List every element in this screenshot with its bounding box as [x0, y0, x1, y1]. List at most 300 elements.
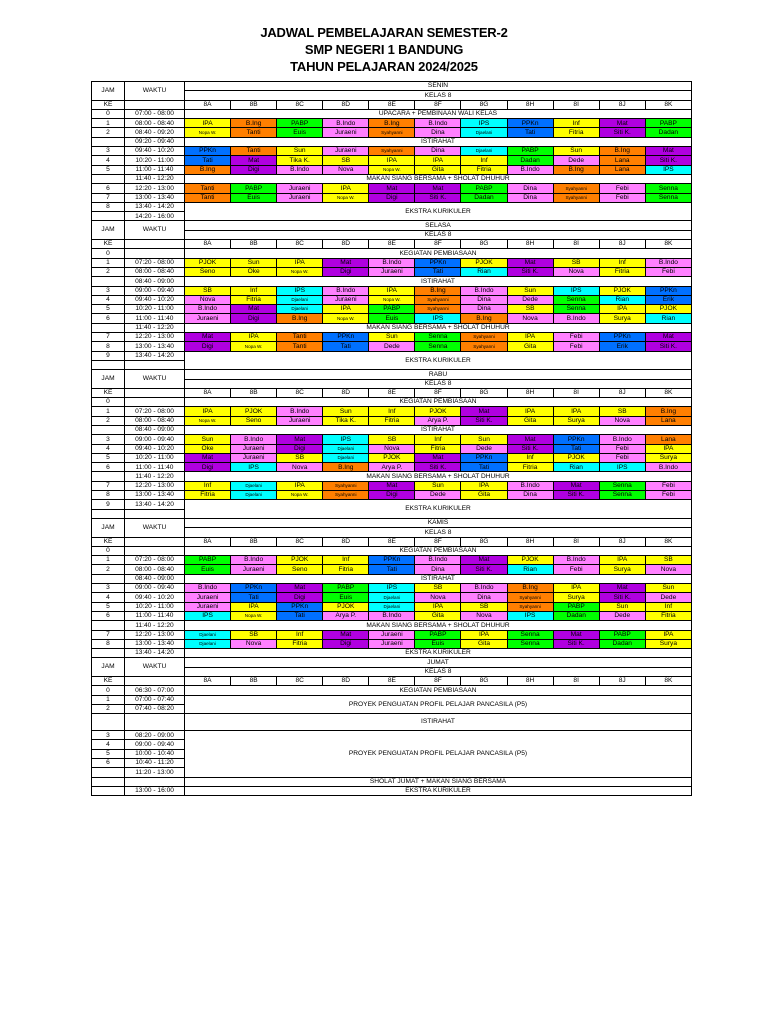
class-header: 8D [323, 240, 369, 249]
subject-cell: B.Ing [323, 463, 369, 472]
subject-cell: PPKn [599, 333, 645, 342]
ke-label: KE [92, 100, 125, 109]
schedule-row [92, 398, 692, 407]
subject-cell: B.Indo [553, 314, 599, 323]
subject-cell: Sun [415, 481, 461, 490]
class-header: 8G [461, 388, 507, 397]
subject-cell: Nova [645, 565, 691, 574]
subject-cell: Dina [415, 147, 461, 156]
ke-label: KE [92, 388, 125, 397]
time-slot: 09:20 - 09:40 [125, 137, 185, 146]
subject-cell: Siti K. [507, 267, 553, 276]
subject-cell: Dede [507, 295, 553, 304]
class-header: 8E [369, 100, 415, 109]
period-number: 1 [92, 556, 125, 565]
subject-cell: B.Ing [553, 165, 599, 174]
time-slot: 10:20 - 11:00 [125, 305, 185, 314]
waktu-blank [125, 388, 185, 397]
class-header-row [92, 537, 692, 546]
subject-cell: PABP [553, 602, 599, 611]
subject-cell: Sun [599, 602, 645, 611]
subject-cell: IPA [369, 156, 415, 165]
time-slot: 12:20 - 13:00 [125, 481, 185, 490]
subject-cell: Surya [553, 593, 599, 602]
subject-cell: Juraeni [231, 453, 277, 462]
time-slot: 11:00 - 11:40 [125, 611, 185, 620]
subject-cell: PPKn [185, 147, 231, 156]
subject-cell: SB [323, 156, 369, 165]
subject-cell: Arya P. [323, 611, 369, 620]
subject-cell: Surya [645, 453, 691, 462]
subject-cell: PJOK [185, 258, 231, 267]
subject-cell: Rian [645, 314, 691, 323]
period-number [92, 714, 125, 731]
subject-cell: Mat [231, 305, 277, 314]
period-number: 1 [92, 258, 125, 267]
period-number: 6 [92, 759, 125, 768]
subject-cell: Seno [185, 267, 231, 276]
period-number: 2 [92, 416, 125, 425]
subject-cell: Dede [599, 611, 645, 620]
subject-cell: Inf [461, 156, 507, 165]
subject-cell: Sun [645, 584, 691, 593]
schedule-row [92, 593, 692, 602]
class-header: 8D [323, 388, 369, 397]
schedule-row [92, 611, 692, 620]
document-title [0, 24, 768, 75]
subject-cell: PABP [185, 556, 231, 565]
subject-cell: Inf [277, 630, 323, 639]
schedule-row [92, 305, 692, 314]
kelas-label: KELAS 8 [185, 230, 692, 239]
subject-cell: PJOK [231, 407, 277, 416]
subject-cell: PPKn [507, 119, 553, 128]
subject-cell: Digi [185, 342, 231, 351]
subject-cell: Siti K. [415, 463, 461, 472]
subject-cell: Sun [277, 147, 323, 156]
period-number: 2 [92, 128, 125, 137]
subject-cell: Seno [277, 565, 323, 574]
subject-cell: IPA [645, 630, 691, 639]
subject-cell: Senna [507, 630, 553, 639]
subject-cell: SB [461, 602, 507, 611]
period-number: 3 [92, 731, 125, 740]
activity-cell: MAKAN SIANG BERSAMA + SHOLAT DHUHUR [185, 621, 692, 630]
activity-cell: SHOLAT JUMAT + MAKAN SIANG BERSAMA [185, 777, 692, 786]
waktu-blank [125, 537, 185, 546]
subject-cell: B.Indo [323, 286, 369, 295]
subject-cell: IPA [553, 584, 599, 593]
subject-cell: Euis [415, 639, 461, 648]
period-number: 8 [92, 491, 125, 500]
subject-cell: Mat [553, 630, 599, 639]
time-slot: 10:00 - 10:40 [125, 749, 185, 758]
schedule-row [92, 323, 692, 332]
period-number: 5 [92, 453, 125, 462]
activity-cell: MAKAN SIANG BERSAMA + SHOLAT DHUHUR [185, 323, 692, 332]
subject-cell: Tanti [231, 128, 277, 137]
subject-cell: Juraeni [185, 314, 231, 323]
subject-cell: Djaelani [185, 630, 231, 639]
day-header-row [92, 221, 692, 230]
subject-cell: Gita [507, 342, 553, 351]
schedule-row [92, 137, 692, 146]
class-header: 8C [277, 100, 323, 109]
subject-cell: Erik [599, 342, 645, 351]
jam-label: JAM [92, 518, 125, 537]
subject-cell: Sun [553, 147, 599, 156]
subject-cell: IPS [645, 165, 691, 174]
day-name: JUMAT [185, 658, 692, 667]
subject-cell: PPKn [231, 584, 277, 593]
subject-cell: Juraeni [277, 184, 323, 193]
class-header: 8B [231, 100, 277, 109]
subject-cell: Euis [277, 128, 323, 137]
period-number: 8 [92, 202, 125, 211]
period-number: 5 [92, 305, 125, 314]
period-number: 0 [92, 249, 125, 258]
subject-cell: IPA [185, 119, 231, 128]
schedule-row [92, 500, 692, 509]
period-number [92, 509, 125, 518]
subject-cell: Fitria [599, 267, 645, 276]
time-slot: 13:40 - 14:20 [125, 202, 185, 211]
subject-cell: Sun [369, 333, 415, 342]
subject-cell: SB [415, 584, 461, 593]
period-number: 2 [92, 565, 125, 574]
subject-cell: Tanti [277, 333, 323, 342]
subject-cell: Digi [231, 314, 277, 323]
subject-cell: Euis [231, 193, 277, 202]
subject-cell: Febi [645, 481, 691, 490]
class-header-row [92, 240, 692, 249]
subject-cell: Tati [369, 565, 415, 574]
subject-cell: Dede [645, 593, 691, 602]
subject-cell: B.Indo [415, 556, 461, 565]
subject-cell: Inf [231, 286, 277, 295]
subject-cell: Inf [645, 602, 691, 611]
schedule-row [92, 156, 692, 165]
class-header: 8I [553, 388, 599, 397]
subject-cell: Tati [323, 342, 369, 351]
class-header: 8H [507, 388, 553, 397]
subject-cell: SB [599, 407, 645, 416]
subject-cell: Nova [599, 416, 645, 425]
subject-cell: Nopa W. [277, 491, 323, 500]
time-slot: 10:40 - 11:20 [125, 759, 185, 768]
subject-cell: Djaelani [277, 295, 323, 304]
period-number: 8 [92, 342, 125, 351]
class-header: 8A [185, 537, 231, 546]
subject-cell: IPS [599, 463, 645, 472]
waktu-label: WAKTU [125, 518, 185, 537]
subject-cell: Dadan [461, 193, 507, 202]
subject-cell: Tati [231, 593, 277, 602]
activity-cell: PROYEK PENGUATAN PROFIL PELAJAR PANCASILA (P5) [185, 731, 692, 777]
subject-cell: Dede [415, 491, 461, 500]
subject-cell: PPKn [645, 286, 691, 295]
class-header: 8H [507, 100, 553, 109]
subject-cell: Nova [461, 611, 507, 620]
time-slot: 10:20 - 11:00 [125, 453, 185, 462]
activity-cell: EKSTRA KURIKULER [185, 202, 692, 221]
time-slot: 13:00 - 13:40 [125, 193, 185, 202]
schedule-row [92, 147, 692, 156]
subject-cell: IPA [323, 184, 369, 193]
class-header: 8F [415, 677, 461, 686]
period-number: 4 [92, 593, 125, 602]
subject-cell: Juraeni [185, 602, 231, 611]
period-number: 6 [92, 611, 125, 620]
class-header: 8K [645, 677, 691, 686]
time-slot [125, 249, 185, 258]
subject-cell: Juraeni [231, 444, 277, 453]
subject-cell: Juraeni [369, 639, 415, 648]
subject-cell: Nova [277, 463, 323, 472]
subject-cell: Rian [553, 463, 599, 472]
time-slot: 08:00 - 08:40 [125, 416, 185, 425]
subject-cell: Syahyanni [461, 333, 507, 342]
schedule-row [92, 556, 692, 565]
subject-cell: PABP [323, 584, 369, 593]
subject-cell: B.Ing [277, 314, 323, 323]
subject-cell: Inf [323, 556, 369, 565]
subject-cell: B.Indo [415, 119, 461, 128]
subject-cell: Nopa W. [185, 416, 231, 425]
subject-cell: Mat [231, 156, 277, 165]
subject-cell: IPS [231, 463, 277, 472]
subject-cell: Syahyanni [461, 342, 507, 351]
activity-cell: EKSTRA KURIKULER [185, 500, 692, 519]
subject-cell: B.Indo [507, 165, 553, 174]
subject-cell: Senna [415, 333, 461, 342]
subject-cell: Rian [461, 267, 507, 276]
subject-cell: Djaelani [369, 602, 415, 611]
schedule-row [92, 649, 692, 658]
class-header: 8E [369, 537, 415, 546]
subject-cell: Inf [507, 453, 553, 462]
waktu-blank [125, 100, 185, 109]
subject-cell: B.Indo [277, 165, 323, 174]
time-slot: 06:30 - 07:00 [125, 686, 185, 695]
period-number: 0 [92, 546, 125, 555]
subject-cell: PJOK [599, 286, 645, 295]
day-header-row [92, 658, 692, 667]
subject-cell: B.Ing [461, 314, 507, 323]
subject-cell: SB [185, 286, 231, 295]
time-slot [125, 398, 185, 407]
subject-cell: Tati [461, 463, 507, 472]
class-header: 8E [369, 240, 415, 249]
subject-cell: IPA [185, 407, 231, 416]
subject-cell: SB [553, 258, 599, 267]
schedule-row [92, 491, 692, 500]
subject-cell: Sun [231, 258, 277, 267]
subject-cell: Nopa W. [231, 342, 277, 351]
subject-cell: Senna [645, 193, 691, 202]
activity-cell: EKSTRA KURIKULER [185, 649, 692, 658]
schedule-row [92, 453, 692, 462]
schedule-row [92, 184, 692, 193]
subject-cell: Sun [507, 286, 553, 295]
subject-cell: Djaelani [461, 147, 507, 156]
class-header: 8H [507, 677, 553, 686]
period-number: 2 [92, 704, 125, 713]
schedule-row [92, 472, 692, 481]
title-line-2: SMP NEGERI 1 BANDUNG [304, 42, 464, 57]
subject-cell: PJOK [277, 556, 323, 565]
activity-cell: KEGIATAN PEMBIASAAN [185, 398, 692, 407]
subject-cell: Siti K. [645, 342, 691, 351]
time-slot: 11:20 - 13:00 [125, 768, 185, 777]
period-number: 5 [92, 749, 125, 758]
subject-cell: Lana [599, 165, 645, 174]
time-slot: 13:00 - 16:00 [125, 786, 185, 795]
time-slot: 13:00 - 13:40 [125, 342, 185, 351]
schedule-row [92, 258, 692, 267]
subject-cell: Febi [553, 565, 599, 574]
subject-cell: Dadan [507, 156, 553, 165]
subject-cell: Juraeni [369, 267, 415, 276]
subject-cell: Juraeni [323, 295, 369, 304]
schedule-table [91, 81, 692, 796]
subject-cell: Mat [415, 184, 461, 193]
subject-cell: Nova [185, 295, 231, 304]
subject-cell: Juraeni [185, 593, 231, 602]
period-number: 4 [92, 156, 125, 165]
subject-cell: Febi [599, 184, 645, 193]
subject-cell: Nopa W. [185, 128, 231, 137]
subject-cell: Senna [599, 491, 645, 500]
waktu-label: WAKTU [125, 82, 185, 101]
subject-cell: Febi [599, 193, 645, 202]
period-number: 6 [92, 184, 125, 193]
subject-cell: Djaelani [323, 453, 369, 462]
time-slot: 09:40 - 10:20 [125, 444, 185, 453]
subject-cell: Erik [645, 295, 691, 304]
subject-cell: Djaelani [323, 444, 369, 453]
subject-cell: Fitria [553, 128, 599, 137]
subject-cell: SB [507, 305, 553, 314]
subject-cell: Dina [507, 193, 553, 202]
subject-cell: IPA [461, 630, 507, 639]
subject-cell: IPA [599, 305, 645, 314]
subject-cell: IPS [553, 286, 599, 295]
period-number [92, 174, 125, 183]
time-slot: 13:00 - 13:40 [125, 639, 185, 648]
subject-cell: Digi [277, 444, 323, 453]
subject-cell: Dede [553, 156, 599, 165]
subject-cell: Dina [461, 593, 507, 602]
class-header: 8D [323, 677, 369, 686]
subject-cell: Djaelani [369, 593, 415, 602]
schedule-row [92, 314, 692, 323]
period-number [92, 786, 125, 795]
waktu-blank [125, 240, 185, 249]
class-header: 8A [185, 388, 231, 397]
subject-cell: Tati [415, 267, 461, 276]
subject-cell: PABP [599, 630, 645, 639]
subject-cell: Gita [415, 611, 461, 620]
class-header: 8A [185, 240, 231, 249]
subject-cell: Nova [231, 639, 277, 648]
subject-cell: Siti K. [415, 193, 461, 202]
subject-cell: B.Ing [415, 286, 461, 295]
title-line-3: TAHUN PELAJARAN 2024/2025 [290, 59, 478, 74]
day-header-row [92, 370, 692, 379]
subject-cell: Mat [277, 584, 323, 593]
subject-cell: Siti K. [507, 444, 553, 453]
subject-cell: IPA [369, 286, 415, 295]
schedule-row [92, 630, 692, 639]
subject-cell: Senna [507, 639, 553, 648]
subject-cell: Nopa W. [369, 295, 415, 304]
subject-cell: IPA [553, 407, 599, 416]
subject-cell: Syahyanni [415, 295, 461, 304]
subject-cell: B.Ing [645, 407, 691, 416]
subject-cell: Mat [369, 184, 415, 193]
subject-cell: Mat [645, 333, 691, 342]
period-number [92, 777, 125, 786]
class-header: 8G [461, 537, 507, 546]
subject-cell: Djaelani [185, 639, 231, 648]
subject-cell: Digi [369, 491, 415, 500]
subject-cell: Siti K. [553, 639, 599, 648]
subject-cell: Lana [599, 156, 645, 165]
subject-cell: SB [645, 556, 691, 565]
period-number: 2 [92, 267, 125, 276]
class-header: 8I [553, 100, 599, 109]
class-header-row [92, 677, 692, 686]
kelas-label: KELAS 8 [185, 379, 692, 388]
subject-cell: Digi [369, 193, 415, 202]
period-number [92, 425, 125, 434]
period-number [92, 360, 125, 369]
subject-cell: Dede [461, 444, 507, 453]
subject-cell: IPA [277, 258, 323, 267]
title-line-1: JADWAL PEMBELAJARAN SEMESTER-2 [260, 25, 508, 40]
waktu-label: WAKTU [125, 370, 185, 389]
schedule-row [92, 202, 692, 211]
subject-cell: Fitria [507, 463, 553, 472]
subject-cell: Tati [507, 128, 553, 137]
subject-cell: Tika K. [323, 416, 369, 425]
period-number: 9 [92, 351, 125, 360]
subject-cell: SB [277, 453, 323, 462]
subject-cell: Juraeni [323, 147, 369, 156]
class-header: 8B [231, 537, 277, 546]
subject-cell: PJOK [645, 305, 691, 314]
subject-cell: Euis [323, 593, 369, 602]
subject-cell: Surya [553, 416, 599, 425]
class-header: 8K [645, 537, 691, 546]
subject-cell: IPA [645, 444, 691, 453]
subject-cell: Juraeni [231, 565, 277, 574]
class-header: 8I [553, 677, 599, 686]
subject-cell: Dina [507, 491, 553, 500]
ke-label: KE [92, 240, 125, 249]
schedule-row [92, 444, 692, 453]
subject-cell: Djaelani [231, 491, 277, 500]
time-slot: 08:40 - 09:00 [125, 425, 185, 434]
subject-cell: Oke [231, 267, 277, 276]
subject-cell: Surya [645, 639, 691, 648]
subject-cell: Arya P. [369, 463, 415, 472]
day-header-row [92, 518, 692, 527]
class-header: 8J [599, 240, 645, 249]
period-number [92, 277, 125, 286]
subject-cell: Digi [323, 267, 369, 276]
